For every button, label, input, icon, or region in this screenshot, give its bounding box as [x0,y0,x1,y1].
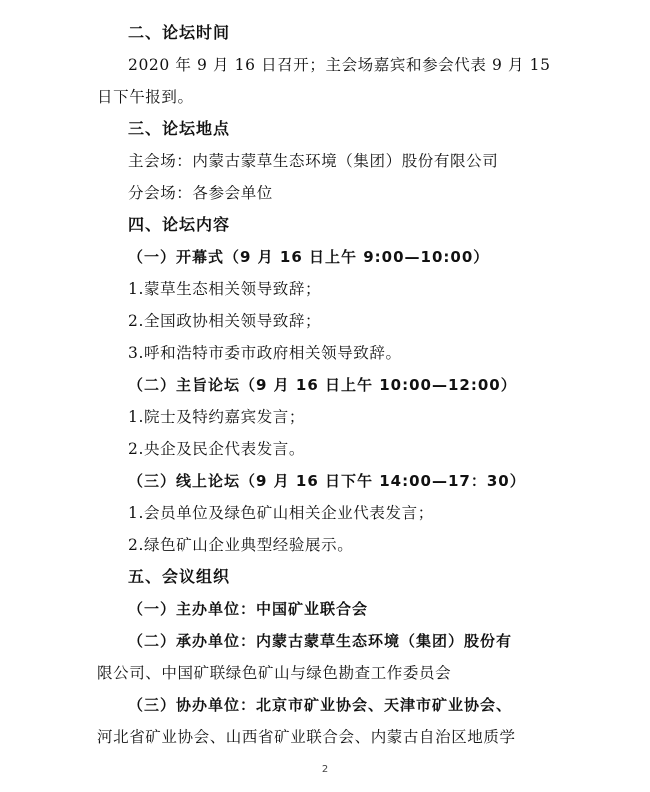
paragraph-line: 2020 年 9 月 16 日召开；主会场嘉宾和参会代表 9 月 15 [128,56,551,74]
page-number: 2 [321,764,329,775]
list-item: 1.院士及特约嘉宾发言； [128,408,305,426]
paragraph-line: 河北省矿业协会、山西省矿业联合会、内蒙古自治区地质学 [97,728,516,746]
supporter-line: （三）协办单位：北京市矿业协会、天津市矿业协会、 [128,696,513,714]
heading-forum-content: 四、论坛内容 [128,215,231,234]
list-item: 1.蒙草生态相关领导致辞； [128,280,322,298]
list-item: 1.会员单位及绿色矿山相关企业代表发言； [128,504,434,522]
heading-forum-venue: 三、论坛地点 [128,119,231,138]
list-item: 2.绿色矿山企业典型经验展示。 [128,536,354,554]
co-organizer-line: （二）承办单位：内蒙古蒙草生态环境（集团）股份有 [128,632,513,650]
paragraph-line: 分会场：各参会单位 [128,184,273,202]
paragraph-line: 日下午报到。 [97,88,194,106]
list-item: 2.全国政协相关领导致辞； [128,312,322,330]
organizer-line: （一）主办单位：中国矿业联合会 [128,600,369,618]
subheading-keynote: （二）主旨论坛（9 月 16 日上午 10:00—12:00） [128,376,517,394]
paragraph-line: 限公司、中国矿联绿色矿山与绿色勘查工作委员会 [97,664,452,682]
list-item: 3.呼和浩特市委市政府相关领导致辞。 [128,344,402,362]
heading-organization: 五、会议组织 [128,567,231,586]
heading-forum-time: 二、论坛时间 [128,23,231,42]
paragraph-line: 主会场：内蒙古蒙草生态环境（集团）股份有限公司 [128,152,499,170]
subheading-online: （三）线上论坛（9 月 16 日下午 14:00—17：30） [128,472,526,490]
list-item: 2.央企及民企代表发言。 [128,440,305,458]
subheading-opening: （一）开幕式（9 月 16 日上午 9:00—10:00） [128,248,490,266]
